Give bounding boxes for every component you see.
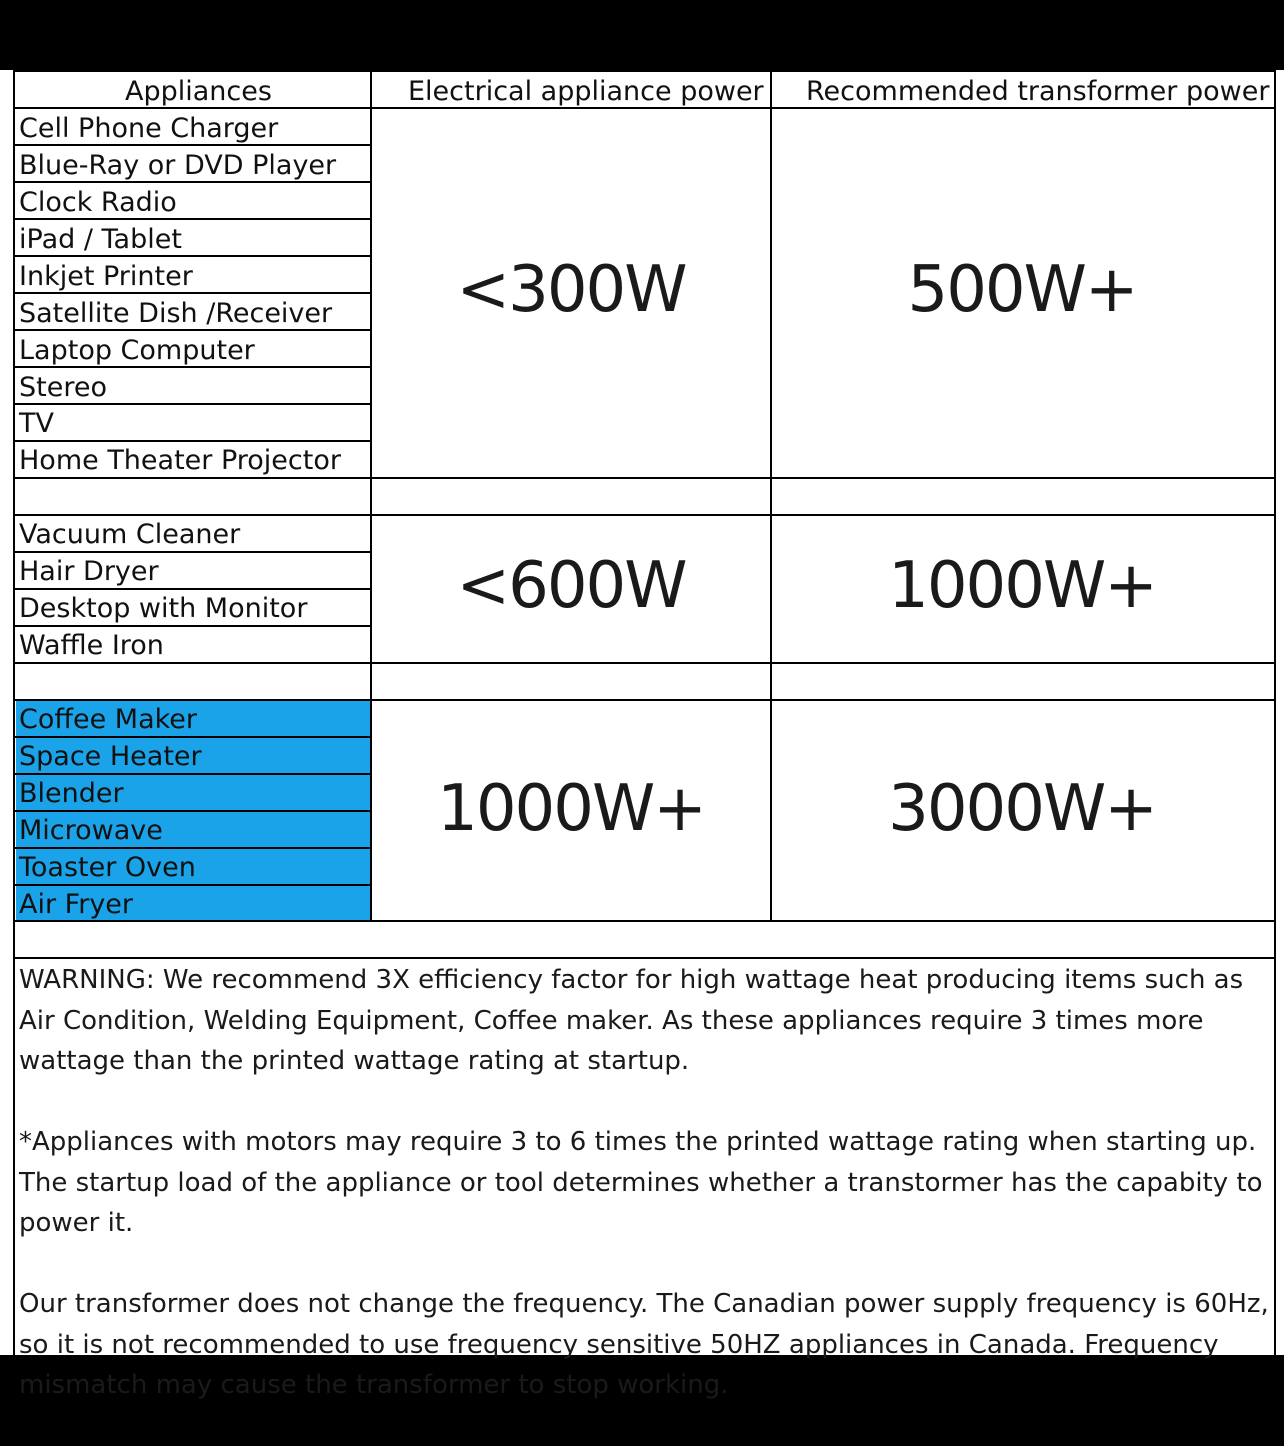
group3-top-border [13, 699, 1276, 701]
appliance-row-line [13, 625, 372, 627]
warning-text: We recommend 3X efficiency factor for high wattage heat producing items such as Air Condition, Welding Equipment, Coffee maker. As these appliances require 3 times more wattage than the printed wattage rating at startup. [19, 965, 1244, 1076]
warning-label: WARNING: [19, 965, 155, 995]
appliance-row-line [13, 440, 372, 442]
outer-right-border [1274, 70, 1276, 1355]
group1-transformer-power: 500W+ [907, 253, 1137, 327]
appliance-row-line [13, 736, 372, 738]
header-appliances: Appliances [125, 76, 272, 107]
appliance-row-line [13, 144, 372, 146]
outer-left-border [13, 70, 15, 1355]
appliance-laptop: Laptop Computer [19, 335, 255, 366]
appliance-desktop-monitor: Desktop with Monitor [19, 593, 308, 624]
group2-bottom-border [13, 662, 1276, 664]
appliance-row-line [13, 884, 372, 886]
group2-top-border [13, 514, 1276, 516]
appliance-clock-radio: Clock Radio [19, 187, 177, 218]
appliance-air-fryer: Air Fryer [19, 889, 134, 920]
group3-transformer-power: 3000W+ [888, 772, 1156, 846]
group3-bottom-border [13, 920, 1276, 922]
appliance-ipad-tablet: iPad / Tablet [19, 224, 182, 255]
appliance-row-line [13, 292, 372, 294]
appliance-dvd-player: Blue-Ray or DVD Player [19, 150, 337, 181]
header-bottom-border [13, 107, 1276, 109]
transformer-power-sheet [0, 70, 1284, 1400]
notes-section [19, 960, 1269, 1446]
appliance-vacuum-cleaner: Vacuum Cleaner [19, 519, 241, 550]
appliance-row-line [13, 366, 372, 368]
frequency-paragraph: Our transformer does not change the frequency. The Canadian power supply frequency is 60Hz, so it is not recommended to use frequency sensitive 50HZ appliances in Canada. Frequency mismatch may cause the transformer to stop working. [19, 1289, 1269, 1400]
group2-transformer-power: 1000W+ [888, 549, 1156, 623]
appliance-waffle-iron: Waffle Iron [19, 630, 164, 661]
appliance-blender: Blender [19, 778, 124, 809]
table-top-border [13, 70, 1276, 72]
appliance-tv: TV [19, 408, 54, 439]
group1-bottom-border [13, 477, 1276, 479]
appliance-hair-dryer: Hair Dryer [19, 556, 159, 587]
appliance-inkjet-printer: Inkjet Printer [19, 261, 193, 292]
appliance-row-line [13, 551, 372, 553]
warning-paragraph [19, 960, 1269, 1082]
appliance-row-line [13, 218, 372, 220]
appliance-row-line [13, 181, 372, 183]
appliance-coffee-maker: Coffee Maker [19, 704, 198, 735]
appliance-row-line [13, 773, 372, 775]
appliance-row-line [13, 810, 372, 812]
header-appliance-power: Electrical appliance power [408, 76, 764, 107]
group1-appliance-power: <300W [456, 253, 686, 327]
appliance-space-heater: Space Heater [19, 741, 202, 772]
appliance-stereo: Stereo [19, 372, 107, 403]
group3-appliance-power: 1000W+ [437, 772, 705, 846]
appliance-cell-phone-charger: Cell Phone Charger [19, 113, 279, 144]
appliance-row-line [13, 329, 372, 331]
group2-appliance-power: <600W [456, 549, 686, 623]
appliance-microwave: Microwave [19, 815, 163, 846]
appliance-satellite-dish: Satellite Dish /Receiver [19, 298, 333, 329]
motors-paragraph: *Appliances with motors may require 3 to 6 times the printed wattage rating when starting up. The startup load of the appliance or tool determines whether a transtormer has the capabity to power it. [19, 1127, 1263, 1238]
appliance-row-line [13, 255, 372, 257]
appliance-row-line [13, 403, 372, 405]
appliance-row-line [13, 847, 372, 849]
header-transformer-power: Recommended transformer power [806, 76, 1270, 107]
appliance-home-theater-projector: Home Theater Projector [19, 445, 341, 476]
appliance-row-line [13, 588, 372, 590]
appliance-toaster-oven: Toaster Oven [19, 852, 196, 883]
notes-top-border [13, 957, 1276, 959]
